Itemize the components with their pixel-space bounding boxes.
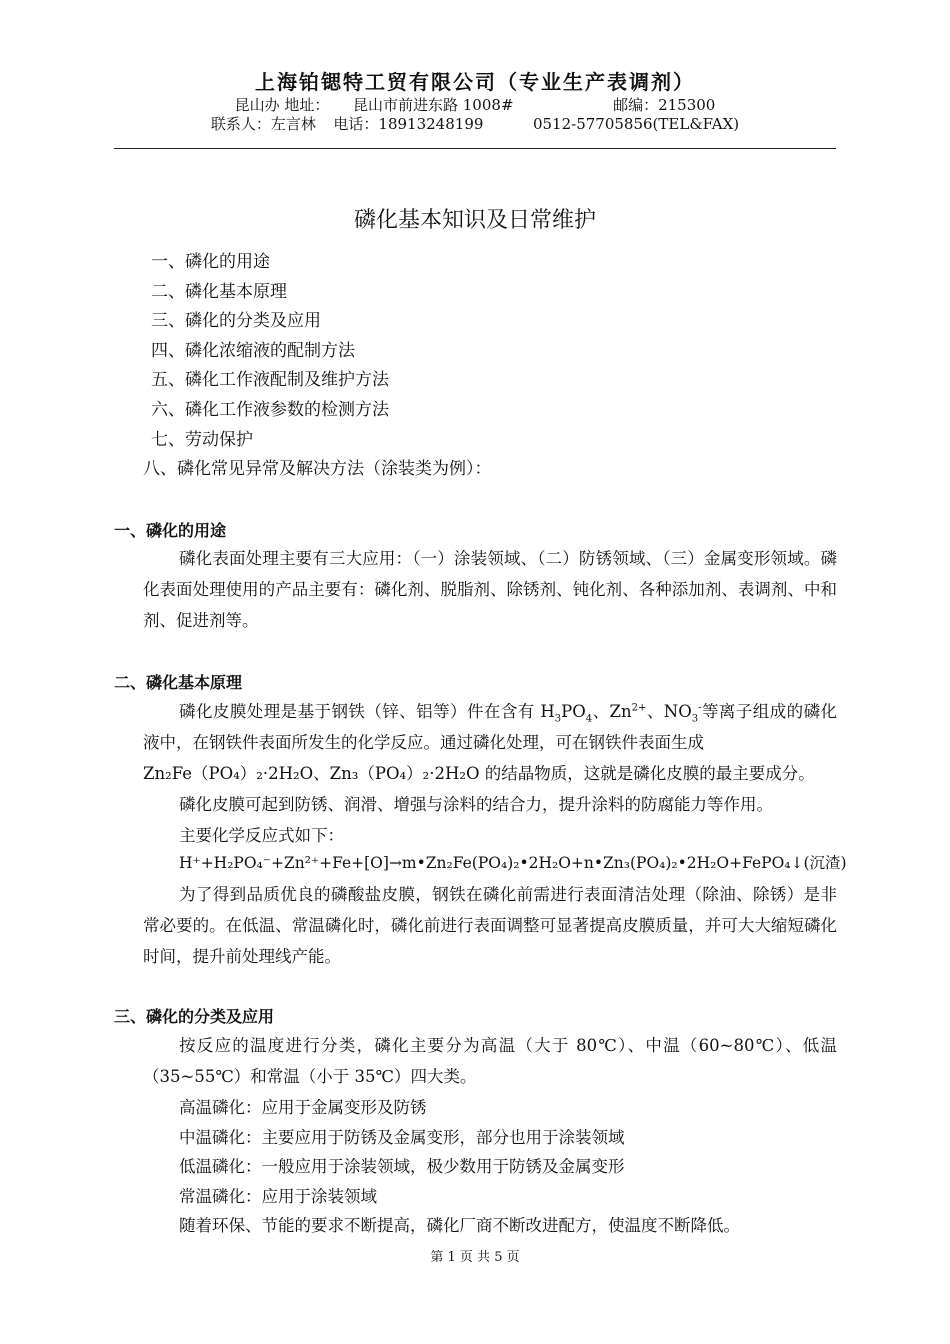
paragraph: 按反应的温度进行分类，磷化主要分为高温（大于 80℃）、中温（60~80℃）、低温（35~55℃）和常温（小于 35℃）四大类。 <box>143 1036 837 1086</box>
paragraph: 为了得到品质优良的磷酸盐皮膜，钢铁在磷化前需进行表面清洁处理（除油、除锈）是非常必要的。在低温、常温磷化时，磷化前进行表面调整可显著提高皮膜质量，并可大大缩短磷化时间，提升前处理线产能。 <box>143 885 837 966</box>
toc-item: 七、劳动保护 <box>151 429 253 450</box>
text-run: - <box>698 702 702 714</box>
tel-fax: 0512-57705856(TEL&FAX) <box>532 115 740 133</box>
text-run: 、Zn <box>592 702 632 721</box>
toc-item: 二、磷化基本原理 <box>151 281 287 302</box>
header-divider <box>114 148 836 149</box>
phone: 电话：18913248199 <box>333 115 484 133</box>
text-run: 等离子组成的磷化液中，在钢铁件表面所发生的化学反应。通过磷化处理，可在钢铁件表面生成 <box>143 702 838 752</box>
section-heading: 一、磷化的用途 <box>114 521 227 540</box>
list-item: 常温磷化：应用于涂装领域 <box>179 1187 377 1206</box>
toc-item: 四、磷化浓缩液的配制方法 <box>151 340 355 361</box>
toc-item: 一、磷化的用途 <box>151 252 270 272</box>
paragraph: 磷化表面处理主要有三大应用：（一）涂装领域、（二）防锈领域、（三）金属变形领域。磷化表面处理使用的产品主要有：磷化剂、脱脂剂、除锈剂、钝化剂、各种添加剂、表调剂、中和剂、促进剂等。 <box>143 549 837 630</box>
address: 昆山市前进东路 1008# <box>353 96 514 114</box>
text-run: 4 <box>585 713 593 725</box>
paragraph <box>143 696 837 758</box>
section-heading: 三、磷化的分类及应用 <box>114 1007 275 1026</box>
list-item: 中温磷化：主要应用于防锈及金属变形，部分也用于涂装领域 <box>179 1128 625 1147</box>
text-run: 、NO <box>646 702 692 721</box>
text-run: PO <box>561 702 586 721</box>
paragraph: 磷化皮膜可起到防锈、润滑、增强与涂料的结合力，提升涂料的防腐能力等作用。 <box>179 795 773 814</box>
toc-item: 五、磷化工作液配制及维护方法 <box>151 370 389 391</box>
postcode: 邮编：215300 <box>613 96 716 114</box>
list-item: 随着环保、节能的要求不断提高，磷化厂商不断改进配方，使温度不断降低。 <box>179 1216 740 1235</box>
office-label: 昆山办 地址： <box>234 96 330 114</box>
chemical-formula: H⁺+H₂PO₄⁻+Zn²⁺+Fe+[O]→m•Zn₂Fe(PO₄)₂•2H₂O+n•Zn₃(PO₄)₂•2H₂O+FePO₄↓(沉渣) <box>179 854 847 872</box>
address-line <box>0 94 950 115</box>
toc-item: 六、磷化工作液参数的检测方法 <box>151 399 389 420</box>
toc-item: 八、磷化常见异常及解决方法（涂装类为例）： <box>143 459 492 480</box>
page-footer: 第 1 页 共 5 页 <box>430 1250 520 1265</box>
paragraph-line: Zn₂Fe（PO₄）₂·2H₂O、Zn₃（PO₄）₂·2H₂O 的结晶物质，这就是磷化皮膜的最主要成分。 <box>143 764 815 783</box>
toc-item: 三、磷化的分类及应用 <box>151 311 321 332</box>
table-of-contents <box>143 248 492 485</box>
company-name: 上海铂锶特工贸有限公司（专业生产表调剂） <box>255 70 695 94</box>
list-item: 低温磷化：一般应用于涂装领域，极少数用于防锈及金属变形 <box>179 1157 625 1176</box>
document-title: 磷化基本知识及日常维护 <box>353 208 596 233</box>
section-heading: 二、磷化基本原理 <box>114 673 243 692</box>
paragraph: 主要化学反应式如下： <box>179 826 344 845</box>
contact-line <box>0 113 950 134</box>
text-run: 磷化皮膜处理是基于钢铁（锌、铝等）件在含有 H <box>179 702 555 721</box>
list-item: 高温磷化：应用于金属变形及防锈 <box>179 1098 427 1117</box>
contact-person: 联系人：左言林 <box>210 115 316 133</box>
text-run: 3 <box>554 713 562 725</box>
text-run: 2+ <box>631 702 647 714</box>
text-run: 3 <box>691 713 699 725</box>
